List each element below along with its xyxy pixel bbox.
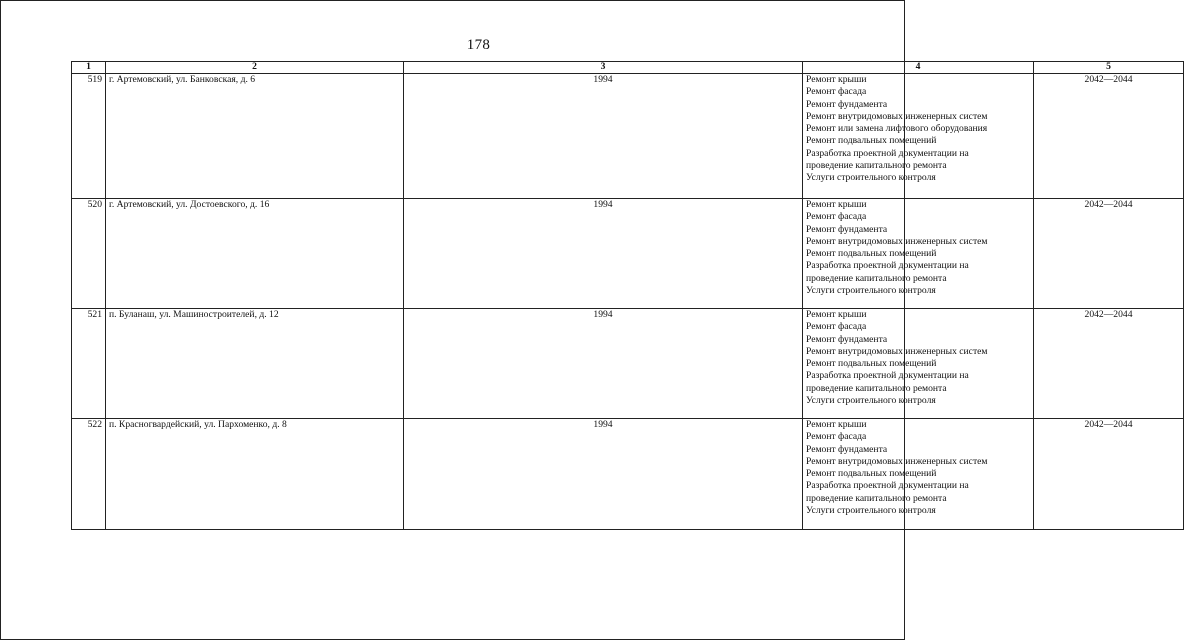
work-item: Ремонт крыши: [806, 419, 867, 430]
table-row: [72, 309, 1184, 419]
header-col-4: 4: [803, 62, 1034, 74]
work-item: Разработка проектной документации на: [806, 147, 969, 159]
work-item: Ремонт фундамента: [806, 443, 888, 455]
row-year: 1994: [404, 419, 803, 530]
work-item: Услуги строительного контроля: [806, 172, 936, 184]
row-number: 521: [72, 309, 106, 419]
row-number: 520: [72, 199, 106, 309]
header-row: [72, 62, 1184, 74]
work-item: проведение капитального ремонта: [806, 160, 947, 172]
work-item: Ремонт внутридомовых инженерных систем: [806, 455, 988, 467]
row-address: п. Буланаш, ул. Машиностроителей, д. 12: [106, 309, 404, 419]
work-item: Ремонт фундамента: [806, 98, 888, 110]
table-header: [72, 62, 1184, 74]
row-works: [803, 419, 1034, 530]
table-row: [72, 199, 1184, 309]
row-works: [803, 309, 1034, 419]
work-item: Услуги строительного контроля: [806, 505, 936, 517]
work-item: Ремонт крыши: [806, 74, 867, 85]
row-works: [803, 74, 1034, 199]
header-col-5: 5: [1034, 62, 1184, 74]
header-col-1: 1: [72, 62, 106, 74]
row-period: 2042—2044: [1034, 199, 1184, 309]
work-item: Ремонт внутридомовых инженерных систем: [806, 110, 988, 122]
row-year: 1994: [404, 199, 803, 309]
work-item: Ремонт подвальных помещений: [806, 358, 937, 370]
table-row: [72, 74, 1184, 199]
row-number: 522: [72, 419, 106, 530]
row-address: п. Красногвардейский, ул. Пархоменко, д. 8: [106, 419, 404, 530]
table-row: [72, 419, 1184, 530]
work-item: Ремонт внутридомовых инженерных систем: [806, 235, 988, 247]
row-works: [803, 199, 1034, 309]
work-item: проведение капитального ремонта: [806, 492, 947, 504]
row-period: 2042—2044: [1034, 74, 1184, 199]
row-year: 1994: [404, 74, 803, 199]
work-item: Ремонт подвальных помещений: [806, 468, 937, 480]
work-item: Ремонт подвальных помещений: [806, 135, 937, 147]
page-number: 178: [466, 37, 491, 53]
work-item: Услуги строительного контроля: [806, 395, 936, 407]
row-number: 519: [72, 74, 106, 199]
work-item: Ремонт фасада: [806, 86, 867, 98]
work-item: Ремонт фундамента: [806, 333, 888, 345]
row-year: 1994: [404, 309, 803, 419]
work-item: Ремонт подвальных помещений: [806, 248, 937, 260]
row-period: 2042—2044: [1034, 419, 1184, 530]
capital-repair-table: [71, 61, 1184, 530]
work-item: Ремонт фасада: [806, 431, 867, 443]
header-col-3: 3: [404, 62, 803, 74]
work-item: проведение капитального ремонта: [806, 382, 947, 394]
work-item: проведение капитального ремонта: [806, 272, 947, 284]
row-address: г. Артемовский, ул. Банковская, д. 6: [106, 74, 404, 199]
row-period: 2042—2044: [1034, 309, 1184, 419]
work-item: Ремонт фундамента: [806, 223, 888, 235]
work-item: Разработка проектной документации на: [806, 480, 969, 492]
work-item: Ремонт фасада: [806, 211, 867, 223]
work-item: Разработка проектной документации на: [806, 260, 969, 272]
work-item: Ремонт фасада: [806, 321, 867, 333]
work-item: Ремонт или замена лифтового оборудования: [806, 123, 988, 135]
work-item: Ремонт внутридомовых инженерных систем: [806, 345, 988, 357]
work-item: Ремонт крыши: [806, 309, 867, 320]
row-address: г. Артемовский, ул. Достоевского, д. 16: [106, 199, 404, 309]
header-col-2: 2: [106, 62, 404, 74]
work-item: Услуги строительного контроля: [806, 285, 936, 297]
work-item: Разработка проектной документации на: [806, 370, 969, 382]
work-item: Ремонт крыши: [806, 199, 867, 210]
table-body: [72, 74, 1184, 530]
